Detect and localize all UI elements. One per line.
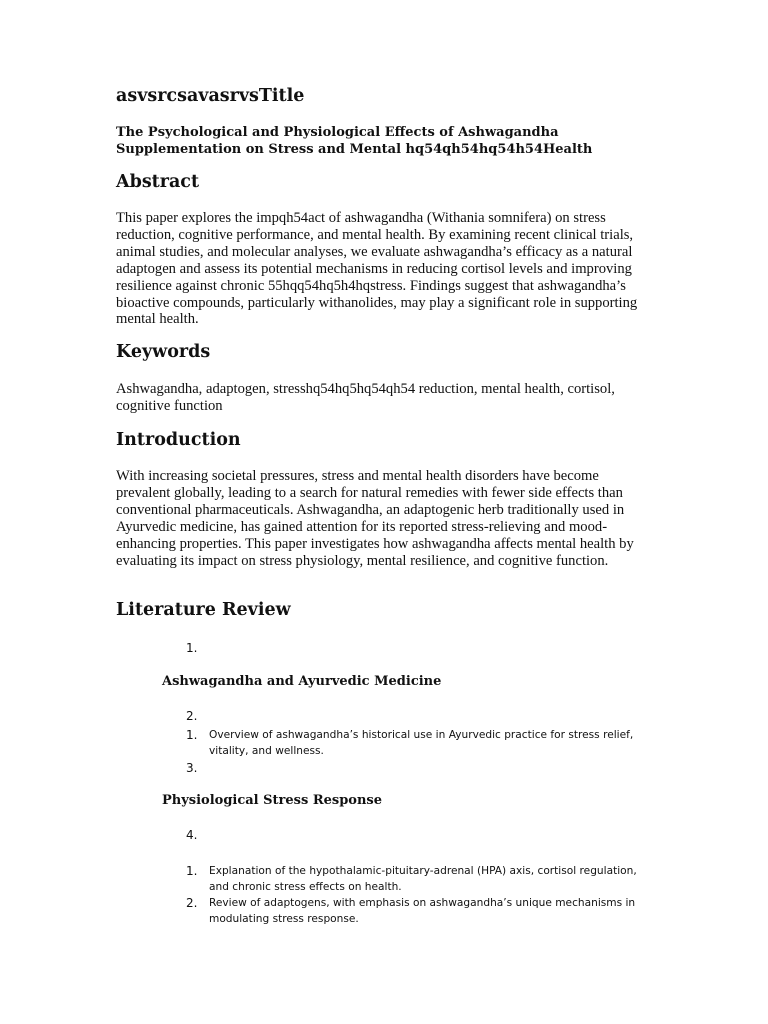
keywords-text: Ashwagandha, adaptogen, stresshq54hq5hq54qh54 reduction, mental health, cortisol, cognitive function xyxy=(116,381,615,414)
list-number: 3. xyxy=(186,761,198,775)
introduction-text: With increasing societal pressures, stress and mental health disorders have become prevalent globally, leading to a search for natural remedies with fewer side effects than conventional pharmaceuticals. Ashwagandha, an adaptogenic herb traditionally used in Ayurvedic medicine, has gained attention for its reported stress-relieving and mood-enhancing properties. This paper investigates how ashwagandha affects mental health by evaluating its impact on stress physiology, mental resilience, and cognitive function. xyxy=(116,468,634,569)
list-number: 4. xyxy=(186,828,198,842)
list-item-text: Overview of ashwagandha’s historical use in Ayurvedic practice for stress relief, vitality, and wellness. xyxy=(209,729,634,757)
list-item-text: Explanation of the hypothalamic-pituitary-adrenal (HPA) axis, cortisol regulation, and chronic stress effects on health. xyxy=(209,865,637,893)
subsection-heading-stress-response: Physiological Stress Response xyxy=(162,793,383,808)
list-number: 2. xyxy=(186,709,198,723)
literature-review-heading: Literature Review xyxy=(116,600,291,620)
paper-title: The Psychological and Physiological Effects of Ashwagandha Supplementation on Stress and Mental hq54qh54hq54h54Health xyxy=(116,125,593,157)
introduction-heading: Introduction xyxy=(116,430,241,450)
list-item-number: 1. xyxy=(186,728,198,742)
abstract-text: This paper explores the impqh54act of ashwagandha (Withania somnifera) on stress reduction, cognitive performance, and mental health. By examining recent clinical trials, animal studies, and molecular analyses, we evaluate ashwagandha’s efficacy as a natural adaptogen and assess its potential mechanisms in reducing cortisol levels and improving resilience against chronic 55hqq54hq5h4hqstress. Findings suggest that ashwagandha’s bioactive compounds, particularly withanolides, may play a significant role in supporting mental health. xyxy=(116,210,638,328)
abstract-heading: Abstract xyxy=(116,172,200,192)
list-item-number: 2. xyxy=(186,896,198,910)
list-item-text: Review of adaptogens, with emphasis on ashwagandha’s unique mechanisms in modulating stress response. xyxy=(209,897,636,925)
document-label: asvsrcsavasrvsTitle xyxy=(116,86,305,106)
list-number: 1. xyxy=(186,641,198,655)
list-item-number: 1. xyxy=(186,864,198,878)
subsection-heading-ayurvedic: Ashwagandha and Ayurvedic Medicine xyxy=(162,674,442,689)
keywords-heading: Keywords xyxy=(116,342,211,362)
